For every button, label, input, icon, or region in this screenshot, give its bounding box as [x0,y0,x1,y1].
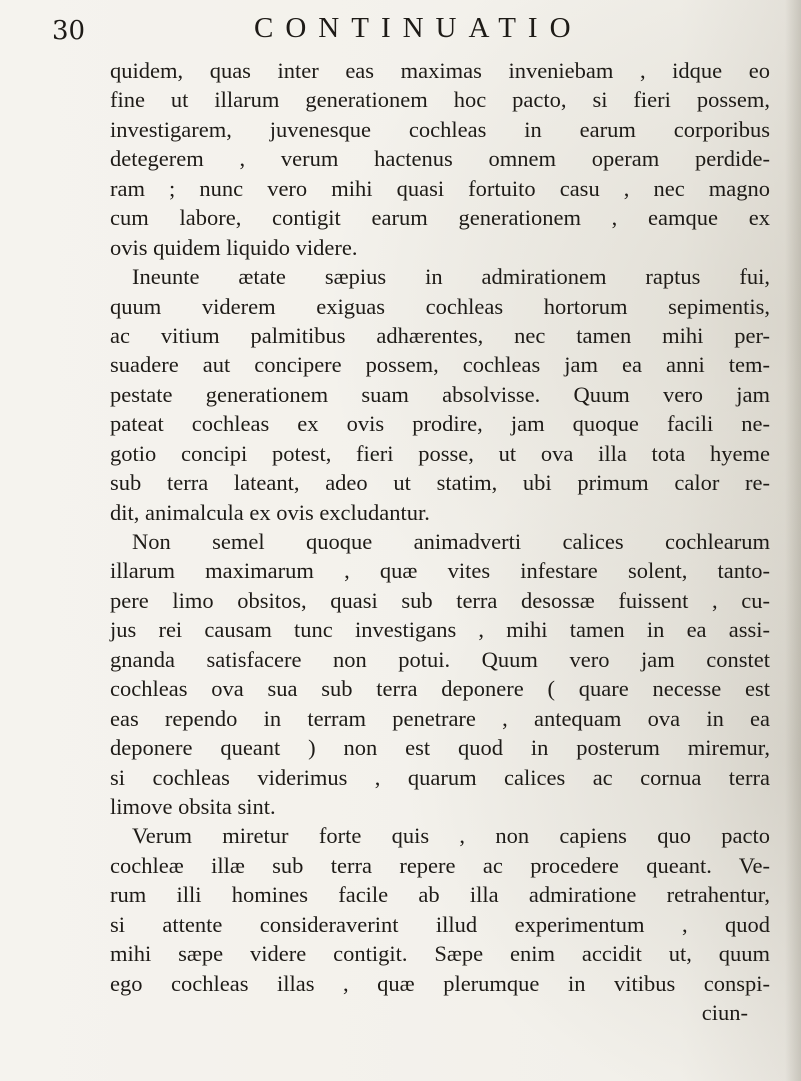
text-line: jus rei causam tunc investigans , mihi tamen in ea assi- [110,617,770,643]
text-line: ram ; nunc vero mihi quasi fortuito casu , nec magno [110,175,770,201]
text-line: mihi sæpe videre contigit. Sæpe enim accidit ut, quum [110,941,770,967]
text-line: cum labore, contigit earum generationem , eamque ex [110,205,770,231]
text-line: investigarem, juvenesque cochleas in earum corporibus [110,116,770,142]
text-line: sub terra lateant, adeo ut statim, ubi primum calor re- [110,470,770,496]
text-line: Verum miretur forte quis , non capiens quo pacto [132,823,770,849]
text-line: ovis quidem liquido videre. [110,234,358,260]
text-line: si cochleas viderimus , quarum calices ac cornua terra [110,764,770,790]
text-line: ego cochleas illas , quæ plerumque in vitibus conspi- [110,970,770,996]
text-line: detegerem , verum hactenus omnem operam perdide- [110,146,770,172]
text-line: ac vitium palmitibus adhærentes, nec tamen mihi per- [110,322,770,348]
text-line: si attente consideraverint illud experimentum , quod [110,911,770,937]
text-line: gnanda satisfacere non potui. Quum vero jam constet [110,646,770,672]
text-line: illarum maximarum , quæ vites infestare solent, tanto- [110,558,770,584]
page-edge-shadow [785,0,801,1081]
text-line: pateat cochleas ex ovis prodire, jam quoque facili ne- [110,411,770,437]
text-line: Ineunte ætate sæpius in admirationem raptus fui, [132,264,770,290]
running-head: CONTINUATIO [254,12,583,44]
page-number: 30 [52,16,86,46]
text-line: Non semel quoque animadverti calices cochlearum [132,529,770,554]
text-line: cochleæ illæ sub terra repere ac procedere queant. Ve- [110,852,770,878]
text-line: cochleas ova sua sub terra deponere ( quare necesse est [110,676,770,702]
text-line: deponere queant ) non est quod in posterum miremur, [110,735,770,761]
text-line: limove obsita sint. [110,793,276,819]
text-line: rum illi homines facile ab illa admiratione retrahentur, [110,882,770,908]
text-line: quidem, quas inter eas maximas inveniebam , idque eo [110,58,770,83]
text-line: pestate generationem suam absolvisse. Quum vero jam [110,381,770,407]
text-line: fine ut illarum generationem hoc pacto, si fieri possem, [110,87,770,113]
body-text [110,56,770,1027]
text-line: eas rependo in terram penetrare , antequam ova in ea [110,705,770,731]
text-line: pere limo obsitos, quasi sub terra desossæ fuissent , cu- [110,587,770,613]
page-header [52,8,752,48]
catchword: ciun- [701,1000,748,1025]
text-line: gotio concipi potest, fieri posse, ut ova illa tota hyeme [110,440,770,466]
text-line: suadere aut concipere possem, cochleas jam ea anni tem- [110,352,770,378]
text-line: dit, animalcula ex ovis excludantur. [110,499,430,525]
text-line: quum viderem exiguas cochleas hortorum sepimentis, [110,293,770,319]
